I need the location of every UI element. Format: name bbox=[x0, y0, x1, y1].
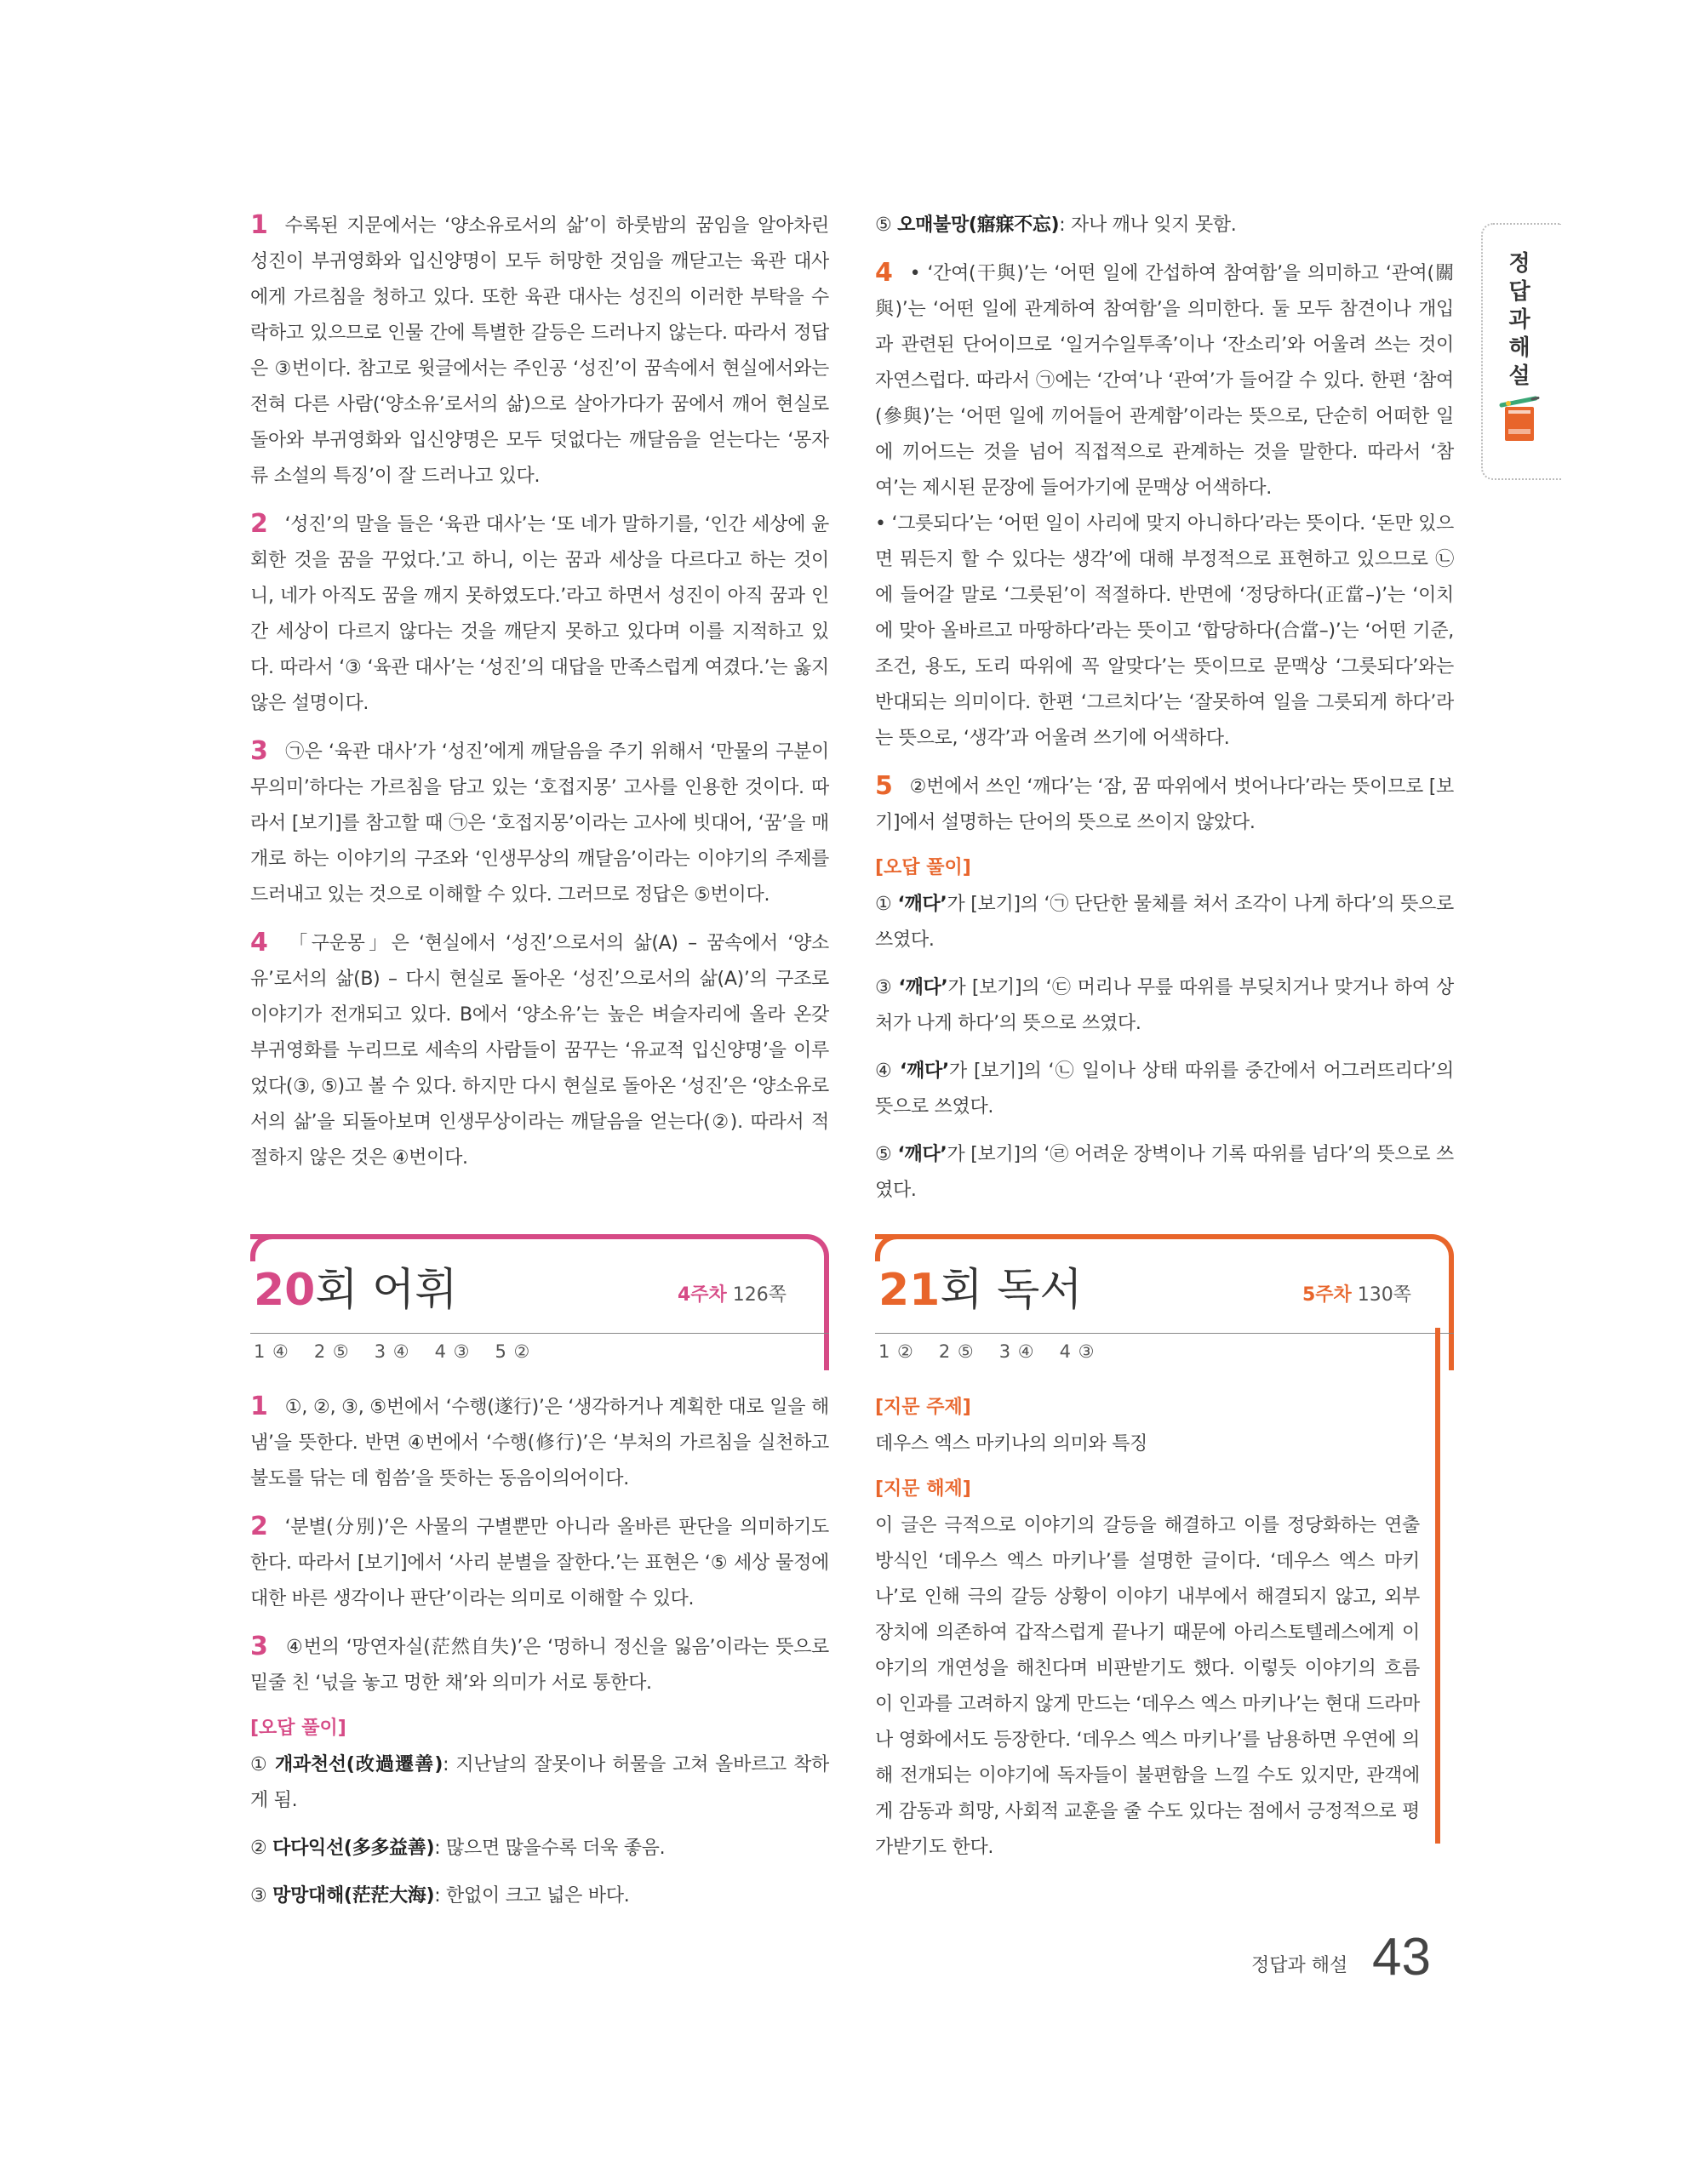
explain-label: [지문 해제] bbox=[875, 1478, 971, 1500]
section-page-ref: 4주차 126쪽 bbox=[677, 1284, 787, 1306]
explain-text: 이 글은 극적으로 이야기의 갈등을 해결하고 이를 정당화하는 연출 방식인 ‘데우스 엑스 마키나’를 설명한 글이다. ‘데우스 엑스 마키나’로 인해 극의 갈등 상황이 이야기 내부에서 해결되지 않고, 외부 장치에 의존하여 갑작스럽게 끝나기 때문에 아리스토텔레스에게 이야기의 개연성을 해친다며 비판받기도 했다. 이렇듯 이야기의 흐름이 인과를 고려하지 않게 만드는 ‘데우스 엑스 마키나’는 현대 드라마나 영화에서도 등장한다. ‘데우스 엑스 마키나’를 남용하면 우연에 의해 전개되는 이야기에 독자들이 불편함을 느낄 수도 있지만, 관객에게 감동과 희망, 사회적 교훈을 줄 수도 있다는 점에서 긍정적으로 평가받기도 한다. bbox=[875, 1515, 1420, 1858]
topic-text: 데우스 엑스 마키나의 의미와 특징 bbox=[875, 1433, 1148, 1455]
page-number: 43 bbox=[1372, 1928, 1431, 1987]
header-divider bbox=[875, 1333, 1454, 1334]
question-4-vocab: 4 • ‘간여(干與)’는 ‘어떤 일에 간섭하여 참여함’을 의미하고 ‘관여(關與)’는 ‘어떤 일에 관계하여 참여함’을 의미한다. 둘 모두 참견이나 개입과 관련된 단어이므로 ‘일거수일투족’이나 ‘잔소리’와 어울려 쓰는 것이 자연스럽다. 따라서 ㉠에는 ‘간여’나 ‘관여’가 들어갈 수 있다. 한편 ‘참여(參與)’는 ‘어떤 일에 끼어들어 관계함’이라는 뜻으로, 단순히 어떠한 일에 끼어드는 것을 넘어 직접적으로 관계하는 것을 말한다. 따라서 ‘참여’는 제시된 문장에 들어가기에 문맥상 어색하다. bbox=[875, 258, 1454, 499]
question-2: 2 ‘성진’의 말을 들은 ‘육관 대사’는 ‘또 네가 말하기를, ‘인간 세상에 윤회한 것을 꿈을 꾸었다.’고 하니, 이는 꿈과 세상을 다르다고 하는 것이니, 네가 아직도 꿈을 깨지 못하였도다.’라고 하면서 성진이 아직 꿈과 인간 세상이 다르지 않다는 것을 깨닫지 못하고 있다며 이를 지적하고 있다. 따라서 ‘③ ‘육관 대사’는 ‘성진’의 대답을 만족스럽게 여겼다.’는 옳지 않은 설명이다. bbox=[250, 509, 829, 714]
question-4: 4 「구운몽」은 ‘현실에서 ‘성진’으로서의 삶(A) – 꿈속에서 ‘양소유’로서의 삶(B) – 다시 현실로 돌아온 ‘성진’으로서의 삶(A)’의 구조로 이야기가 전개되고 있다. B에서 ‘양소유’는 높은 벼슬자리에 올라 온갖 부귀영화를 누리므로 세속의 사람들이 꿈꾸는 ‘유교적 입신양명’을 이루었다(③, ⑤)고 볼 수 있다. 하지만 다시 현실로 돌아온 ‘성진’은 ‘양소유로서의 삶’을 되돌아보며 인생무상이라는 깨달음을 얻는다(②). 따라서 적절하지 않은 것은 ④번이다. bbox=[250, 928, 829, 1169]
side-tab-label: 정 답 과 해 설 bbox=[1508, 251, 1530, 389]
section-page-ref: 5주차 130쪽 bbox=[1302, 1284, 1411, 1306]
answer-key: 1 ② 2 ⑤ 3 ④ 4 ③ bbox=[878, 1341, 1095, 1362]
question-1: 1 수록된 지문에서는 ‘양소유로서의 삶’이 하룻밤의 꿈임을 알아차린 성진이 부귀영화와 입신양명이 모두 허망한 것임을 깨닫고는 육관 대사에게 가르침을 청하고 있다. 또한 육관 대사는 성진의 이러한 부탁을 수락하고 있으므로 인물 간에 특별한 갈등은 드러나지 않는다. 따라서 정답은 ③번이다. 참고로 윗글에서는 주인공 ‘성진’이 꿈속에서 현실에서와는 전혀 다른 사람(‘양소유’로서의 삶)으로 살아가다가 꿈에서 깨어 현실로 돌아와 부귀영화와 입신양명은 모두 덧없다는 깨달음을 얻는다는 ‘몽자류 소설의 특징’이 잘 드러나고 있다. bbox=[250, 210, 829, 487]
right-column-top bbox=[875, 208, 1454, 1221]
question-2: 2 ‘분별(分別)’은 사물의 구별뿐만 아니라 올바른 판단을 의미하기도 한다. 따라서 [보기]에서 ‘사리 분별을 잘한다.’는 표현은 ‘⑤ 세상 물정에 대한 바른 생각이나 판단’이라는 의미로 이해할 수 있다. bbox=[250, 1512, 829, 1609]
prev-item-5: ⑤ 오매불망(寤寐不忘): 자나 깨나 잊지 못함. bbox=[875, 214, 1237, 236]
section-21-body bbox=[875, 1389, 1420, 1878]
footer-label: 정답과 해설 bbox=[1251, 1955, 1348, 1976]
section-20-header bbox=[250, 1234, 829, 1370]
wrong-item: ① 개과천선(改過遷善): 지난날의 잘못이나 허물을 고쳐 올바르고 착하게 됨. bbox=[250, 1754, 829, 1811]
answer-key: 1 ④ 2 ⑤ 3 ④ 4 ③ 5 ② bbox=[254, 1341, 530, 1362]
wrong-answer-label: [오답 풀이] bbox=[875, 857, 971, 878]
section-title: 20회 어휘 bbox=[254, 1265, 458, 1316]
wrong-item: ① ‘깨다’가 [보기]의 ‘㉠ 단단한 물체를 쳐서 조각이 나게 하다’의 뜻으로 쓰였다. bbox=[875, 894, 1454, 951]
header-divider bbox=[250, 1333, 829, 1334]
section-21-header bbox=[875, 1234, 1454, 1370]
section-20-body bbox=[250, 1389, 829, 1926]
book-pencil-icon bbox=[1498, 395, 1541, 444]
question-1: 1 ①, ②, ③, ⑤번에서 ‘수행(遂行)’은 ‘생각하거나 계획한 대로 일을 해냄’을 뜻한다. 반면 ④번에서 ‘수행(修行)’은 ‘부처의 가르침을 실천하고 불도를 닦는 데 힘씀’을 뜻하는 동음이의어이다. bbox=[250, 1392, 829, 1489]
left-column-top bbox=[250, 208, 829, 1188]
question-3: 3 ㉠은 ‘육관 대사’가 ‘성진’에게 깨달음을 주기 위해서 ‘만물의 구분이 무의미’하다는 가르침을 담고 있는 ‘호접지몽’ 고사를 인용한 것이다. 따라서 [보기]를 참고할 때 ㉠은 ‘호접지몽’이라는 고사에 빗대어, ‘꿈’을 매개로 하는 이야기의 구조와 ‘인생무상의 깨달음’이라는 이야기의 주제를 드러내고 있는 것으로 이해할 수 있다. 그러므로 정답은 ⑤번이다. bbox=[250, 736, 829, 906]
section-21-side-bar bbox=[1435, 1328, 1440, 1844]
question-3: 3 ④번의 ‘망연자실(茫然自失)’은 ‘멍하니 정신을 잃음’이라는 뜻으로 밑줄 친 ‘넋을 놓고 멍한 채’와 의미가 서로 통한다. bbox=[250, 1632, 829, 1694]
wrong-item: ④ ‘깨다’가 [보기]의 ‘㉡ 일이나 상태 따위를 중간에서 어그러뜨리다’의 뜻으로 쓰였다. bbox=[875, 1061, 1455, 1118]
wrong-answer-label: [오답 풀이] bbox=[250, 1718, 346, 1739]
question-5: 5 ②번에서 쓰인 ‘깨다’는 ‘잠, 꿈 따위에서 벗어나다’라는 뜻이므로 [보기]에서 설명하는 단어의 뜻으로 쓰이지 않았다. bbox=[875, 771, 1454, 833]
section-title: 21회 독서 bbox=[878, 1265, 1083, 1316]
wrong-item: ⑤ ‘깨다’가 [보기]의 ‘㉣ 어려운 장벽이나 기록 따위를 넘다’의 뜻으로 쓰였다. bbox=[875, 1144, 1454, 1201]
side-tab bbox=[1481, 223, 1561, 480]
wrong-item: ② 다다익선(多多益善): 많으면 많을수록 더욱 좋음. bbox=[250, 1838, 666, 1859]
wrong-item: ③ ‘깨다’가 [보기]의 ‘㉢ 머리나 무릎 따위를 부딪치거나 맞거나 하여 상처가 나게 하다’의 뜻으로 쓰였다. bbox=[875, 977, 1454, 1034]
wrong-item: ③ 망망대해(茫茫大海): 한없이 크고 넓은 바다. bbox=[250, 1885, 630, 1907]
question-4-vocab-cont: • ‘그릇되다’는 ‘어떤 일이 사리에 맞지 아니하다’라는 뜻이다. ‘돈만 있으면 뭐든지 할 수 있다는 생각’에 대해 부정적으로 표현하고 있으므로 ㉡에 들어갈 말로 ‘그릇된’이 적절하다. 반면에 ‘정당하다(正當–)’는 ‘이치에 맞아 올바르고 마땅하다’라는 뜻이고 ‘합당하다(合當–)’는 ‘어떤 기준, 조건, 용도, 도리 따위에 꼭 알맞다’는 뜻이므로 문맥상 ‘그릇되다’와는 반대되는 의미이다. 한편 ‘그르치다’는 ‘잘못하여 일을 그릇되게 하다’라는 뜻으로, ‘생각’과 어울려 쓰기에 어색하다. bbox=[875, 513, 1454, 749]
topic-label: [지문 주제] bbox=[875, 1397, 971, 1418]
